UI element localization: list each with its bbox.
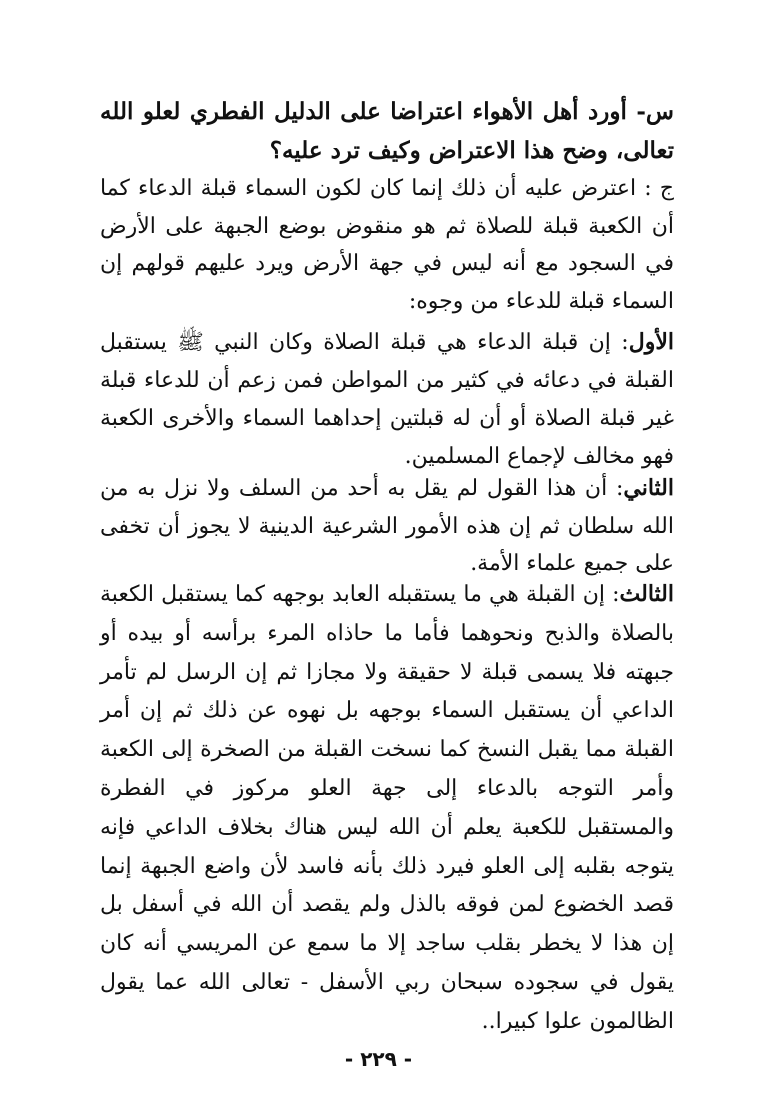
page-number: - ٢٢٩ - (344, 1047, 413, 1071)
point-third-text: : إن القبلة هي ما يستقبله العابد بوجهه كما يستقبل الكعبة بالصلاة والذبح ونحوهما فأما ما حاذاه المرء برأسه أو بيده أو جبهته فلا يسمى قبلة لا حقيقة ولا مجازا ثم إن الرسل لم تأمر الداعي أن يستقبل السماء بوجهه بل نهوه عن ذلك ثم إن أمر القبلة مما يقبل النسخ كما نسخت القبلة من الصخرة إلى الكعبة وأمر التوجه بالدعاء إلى جهة العلو مركوز في الفطرة والمستقبل للكعبة يعلم أن الله ليس هناك بخلاف الداعي فإنه يتوجه بقلبه إلى العلو فيرد ذلك بأنه فاسد لأن واضع الجبهة إنما قصد الخضوع لمن فوقه بالذل ولم يقصد أن الله في أسفل بل إن هذا لا يخطر بقلب ساجد إلا ما سمع عن المريسي أنه كان يقول في سجوده سبحان ربي الأسفل - تعالى الله عما يقول الظالمون علوا كبيرا.. (100, 582, 674, 1034)
answer-intro-paragraph: ج : اعترض عليه أن ذلك إنما كان لكون السماء قبلة الدعاء كما أن الكعبة قبلة للصلاة ثم هو منقوض بوضع الجبهة على الأرض في السجود مع أنه ليس في جهة الأرض ويرد عليهم قولهم إن السماء قبلة للدعاء من وجوه: (100, 176, 674, 314)
point-third-paragraph (100, 575, 674, 1042)
point-second-text: : أن هذا القول لم يقل به أحد من السلف ولا نزل به من الله سلطان ثم إن هذه الأمور الشرعية الدينية لا يجوز أن تخفى على جميع علماء الأمة. (100, 476, 674, 576)
point-first-paragraph (100, 323, 674, 476)
point-first-text: : إن قبلة الدعاء هي قبلة الصلاة وكان النبي ﷺ يستقبل القبلة في دعائه في كثير من المواطن فمن زعم أن للدعاء قبلة غير قبلة الصلاة أو أن له قبلتين إحداهما السماء والأخرى الكعبة فهو مخالف لإجماع المسلمين. (100, 330, 674, 469)
point-second-label: الثاني (623, 475, 674, 501)
question-heading: س- أورد أهل الأهواء اعتراضا على الدليل الفطري لعلو الله تعالى، وضح هذا الاعتراض وكيف ترد عليه؟ (100, 98, 674, 164)
point-second-paragraph (100, 470, 674, 583)
point-third-label: الثالث (619, 581, 674, 607)
point-first-label: الأول (628, 329, 674, 355)
